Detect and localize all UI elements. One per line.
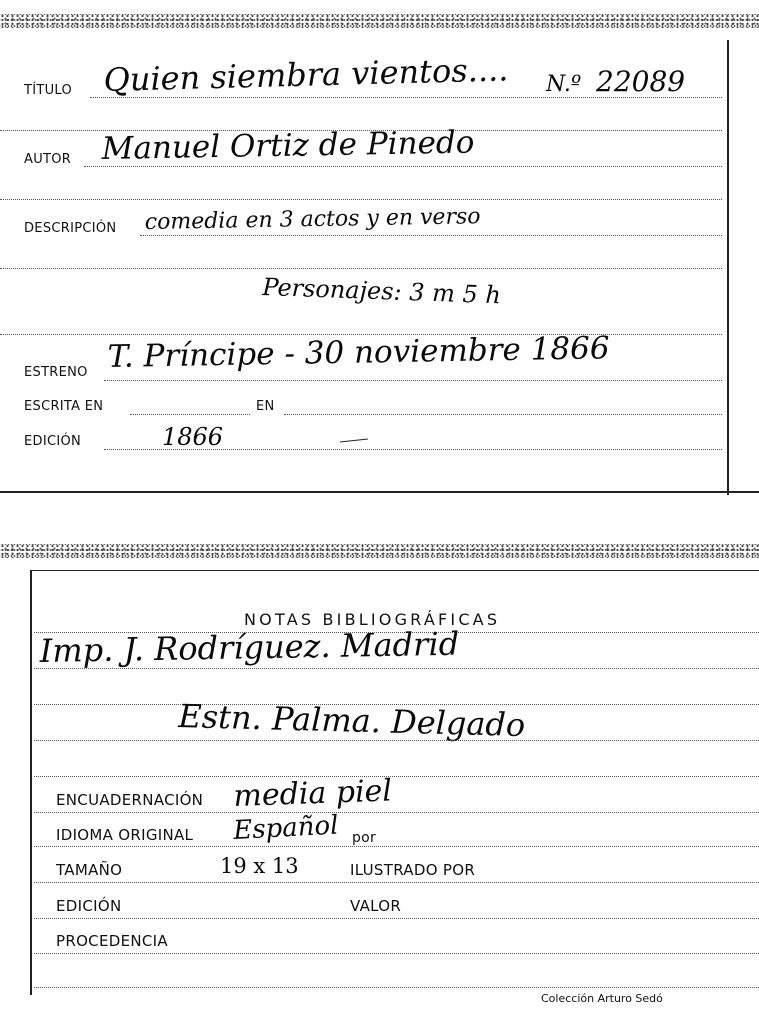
line-blank-3 (0, 268, 722, 269)
line-edicion-2 (34, 918, 759, 919)
card-top-edge (0, 14, 759, 28)
card-right-border (727, 40, 729, 495)
label-estreno: ESTRENO (24, 365, 88, 380)
card2-top-edge (0, 544, 759, 558)
hw-imprenta: Imp. J. Rodríguez. Madrid (39, 624, 460, 670)
label-titulo: TÍTULO (24, 83, 73, 98)
line-escrita-en (130, 414, 250, 415)
line-blank-2 (0, 199, 722, 200)
catalog-card-notes (0, 540, 759, 1028)
hw-encuadernacion: media piel (232, 773, 393, 814)
hw-numero-prefix: N.º (546, 72, 582, 97)
line-estreno (104, 380, 722, 381)
hw-edicion: 1866 (162, 423, 224, 451)
line-idioma (34, 846, 759, 847)
label-edicion: EDICIÓN (24, 434, 82, 449)
card2-left-border (30, 570, 32, 995)
label-en: EN (256, 399, 275, 414)
hw-autor: Manuel Ortiz de Pinedo (101, 124, 475, 167)
line-descripcion (140, 235, 722, 236)
line-tamano (34, 882, 759, 883)
label-ilustrado-por: ILUSTRADO POR (350, 861, 476, 879)
line-bottom (34, 987, 759, 988)
label-descripcion: DESCRIPCIÓN (24, 221, 117, 236)
hw-estreno: T. Príncipe - 30 noviembre 1866 (107, 330, 610, 375)
label-idioma-original: IDIOMA ORIGINAL (56, 826, 194, 844)
label-encuadernacion: ENCUADERNACIÓN (56, 791, 204, 809)
hw-titulo: Quien siembra vientos.... (103, 50, 509, 99)
collection-credit: Colección Arturo Sedó (541, 992, 663, 1005)
line-procedencia (34, 953, 759, 954)
stray-mark (340, 439, 368, 443)
hw-idioma: Español (232, 810, 340, 846)
hw-personajes: Personajes: 3 m 5 h (261, 273, 502, 310)
card-bottom-border (0, 491, 759, 493)
line-encuadernacion (34, 812, 759, 813)
notes-title: NOTAS BIBLIOGRÁFICAS (244, 610, 501, 629)
label-valor: VALOR (350, 897, 402, 915)
card2-top-border (30, 570, 759, 571)
line-autor (84, 166, 722, 167)
hw-numero: 22089 (596, 65, 686, 98)
catalog-card-main (0, 0, 759, 500)
notes-line-4 (34, 740, 759, 741)
notes-line-5 (34, 776, 759, 777)
label-procedencia: PROCEDENCIA (56, 932, 168, 950)
label-autor: AUTOR (24, 152, 72, 167)
label-por: por (352, 830, 377, 846)
hw-descripcion: comedia en 3 actos y en verso (144, 204, 481, 235)
hw-tamano: 19 x 13 (220, 854, 299, 878)
label-tamano: TAMAÑO (56, 861, 123, 879)
notes-line-2 (34, 668, 759, 669)
line-en (284, 414, 722, 415)
label-escrita-en: ESCRITA EN (24, 399, 104, 414)
hw-estante: Estn. Palma. Delgado (177, 697, 526, 745)
label-edicion-2: EDICIÓN (56, 897, 122, 915)
